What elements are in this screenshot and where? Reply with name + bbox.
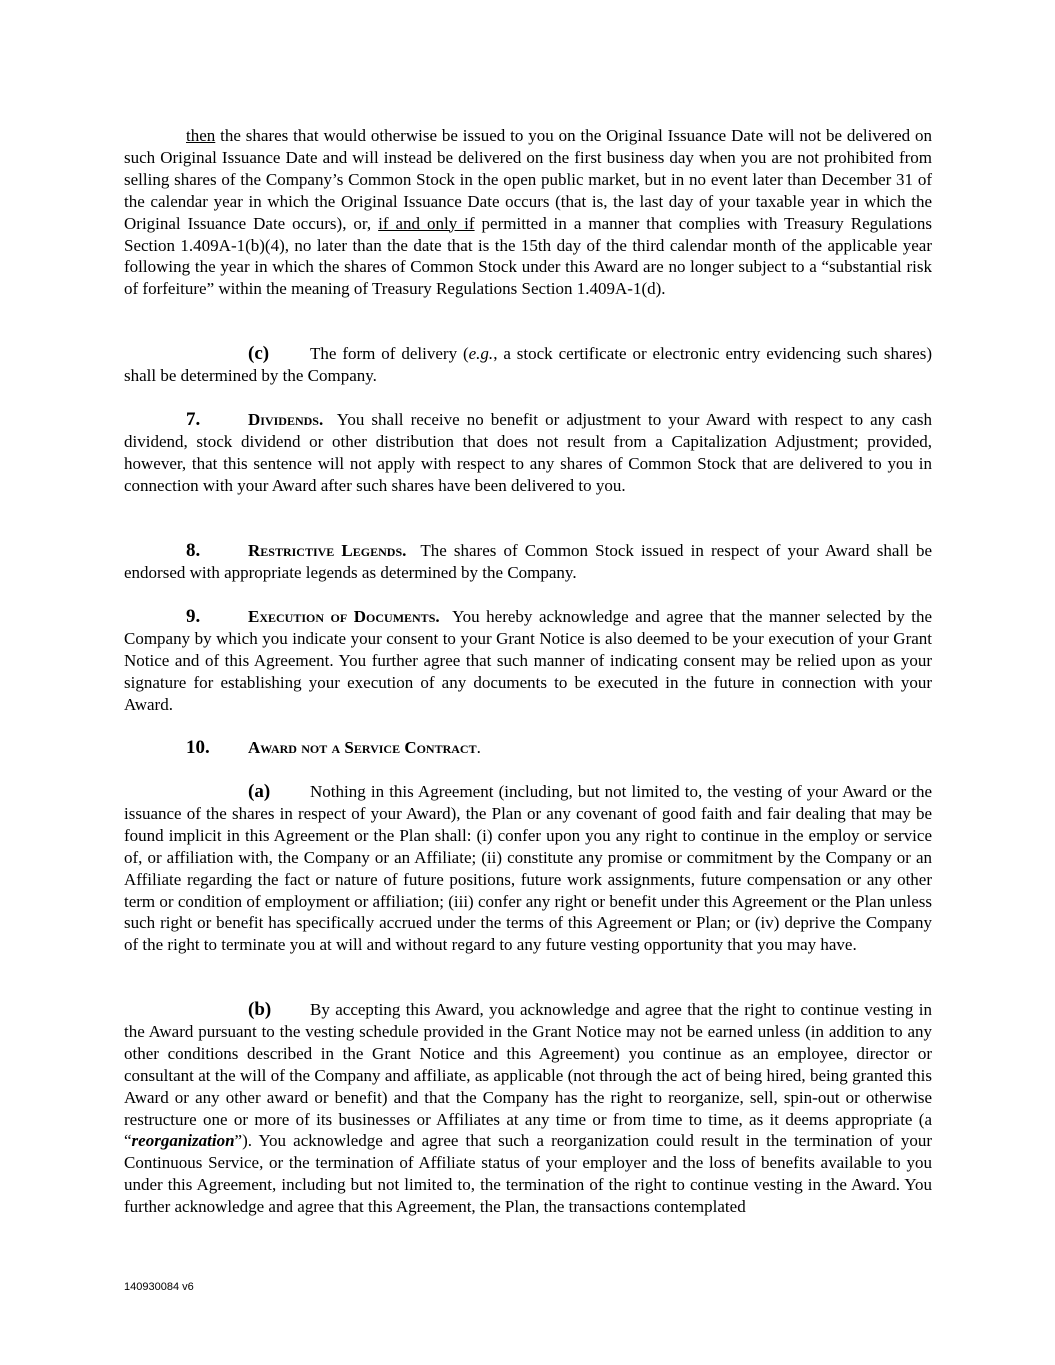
section-10-heading <box>186 737 481 759</box>
section-number: 8. <box>186 540 201 561</box>
section-8-restrictive-legends <box>124 540 932 584</box>
paragraph-text: the shares that would otherwise be issued to you on the Original Issuance Date will not be delivered on such Original Issuance Date and will instead be delivered on the first business day when you are not prohibited from selling shares of the Company’s Common Stock in the open public market, but in no event later than December 31 of the calendar year in which the Original Issuance Date occurs (that is, the last day of your taxable year in which the Original Issuance Date occurs), or, <box>124 126 932 233</box>
paragraph-text: You shall receive no benefit or adjustment to your Award with respect to any cash dividend, stock dividend or other distribution that does not result from a Capitalization Adjustment; provided, however, that this sentence will not apply with respect to any shares of Common Stock that are delivered to you in connection with your Award after such shares have been delivered to you. <box>124 410 933 495</box>
paragraph-10b <box>124 999 932 1218</box>
section-title: Dividends. <box>248 410 324 429</box>
paragraph-text: You hereby acknowledge and agree that the manner selected by the Company by which you indicate your consent to your Grant Notice is also deemed to be your execution of your Grant Notice and of this Agreement. You further agree that such manner of indicating consent may be relied upon as your signature for establishing your execution of any documents to be executed in the future in connection with your Award. <box>124 607 932 714</box>
section-number: 7. <box>186 409 201 430</box>
paragraph-6b-continuation <box>124 125 932 300</box>
paragraph-text: The form of delivery ( <box>310 344 469 363</box>
subsection-label: (a) <box>248 781 271 802</box>
heading-period: . <box>476 738 481 757</box>
section-7-dividends <box>124 409 932 497</box>
underlined-if-and-only-if: if and only if <box>378 213 475 233</box>
subsection-label: (c) <box>248 343 270 364</box>
paragraph-6c <box>124 343 932 387</box>
section-number: 10. <box>186 737 210 758</box>
underlined-then: then <box>186 126 216 145</box>
section-title: Award not a Service Contract <box>248 738 477 757</box>
section-9-execution-of-documents <box>124 606 932 716</box>
defined-term-reorganization: reorganization <box>131 1131 235 1151</box>
section-title: Execution of Documents. <box>248 607 440 626</box>
document-id-footer: 140930084 v6 <box>124 1281 194 1293</box>
subsection-label: (b) <box>248 999 272 1020</box>
section-title: Restrictive Legends. <box>248 541 407 560</box>
paragraph-text: The shares of Common Stock issued in respect of your Award shall be endorsed with appropriate legends as determined by the Company. <box>124 541 932 582</box>
paragraph-10a <box>124 781 932 956</box>
italic-eg: e.g. <box>468 344 494 363</box>
paragraph-text: Nothing in this Agreement (including, but not limited to, the vesting of your Award or the issuance of the shares in respect of your Award), the Plan or any covenant of good faith and fair dealing that may be found implicit in this Agreement or the Plan shall: (i) confer upon you any right to continue in the employ or service of, or affiliation with, the Company or an Affiliate; (ii) constitute any promise or commitment by the Company or an Affiliate regarding the fact or nature of future positions, future work assignments, future compensation or any other term or condition of employment or affiliation; (iii) confer any right or benefit under this Agreement or the Plan unless such right or benefit has specifically accrued under the terms of this Agreement or Plan; or (iv) deprive the Company of the right to terminate you at will and without regard to any future vesting opportunity that you may have. <box>124 782 932 955</box>
paragraph-text: ”). You acknowledge and agree that such a reorganization could result in the termination of your Continuous Service, or the termination of Affiliate status of your employer and the loss of benefits available to you under this Agreement, including but not limited to, the termination of the right to continue vesting in the Award. You further acknowledge and agree that this Agreement, the Plan, the transactions contemplated <box>124 1131 932 1217</box>
paragraph-text: By accepting this Award, you acknowledge and agree that the right to continue vesting in the Award pursuant to the vesting schedule provided in the Grant Notice may not be earned unless (in addition to any other conditions described in the Grant Notice and this Agreement) you continue as an employee, director or consultant at the will of the Company and affiliate, as applicable (not through the act of being hired, being granted this Award or any other award or benefit) and that the Company has the right to reorganize, sell, spin-out or otherwise restructure one or more of its businesses or Affiliates at any time or from time to time, as it deems appropriate (a “ <box>124 1000 932 1151</box>
paragraph-text: permitted in a manner that complies with Treasury Regulations Section 1.409A-1(b)(4), no later than the date that is the 15th day of the third calendar month of the applicable year following the year in which the shares of Common Stock under this Award are no longer subject to a “substantial risk of forfeiture” within the meaning of Treasury Regulations Section 1.409A-1(d). <box>124 213 932 299</box>
paragraph-text: , a stock certificate or electronic entry evidencing such shares) shall be determined by the Company. <box>124 344 932 385</box>
section-number: 9. <box>186 606 201 627</box>
